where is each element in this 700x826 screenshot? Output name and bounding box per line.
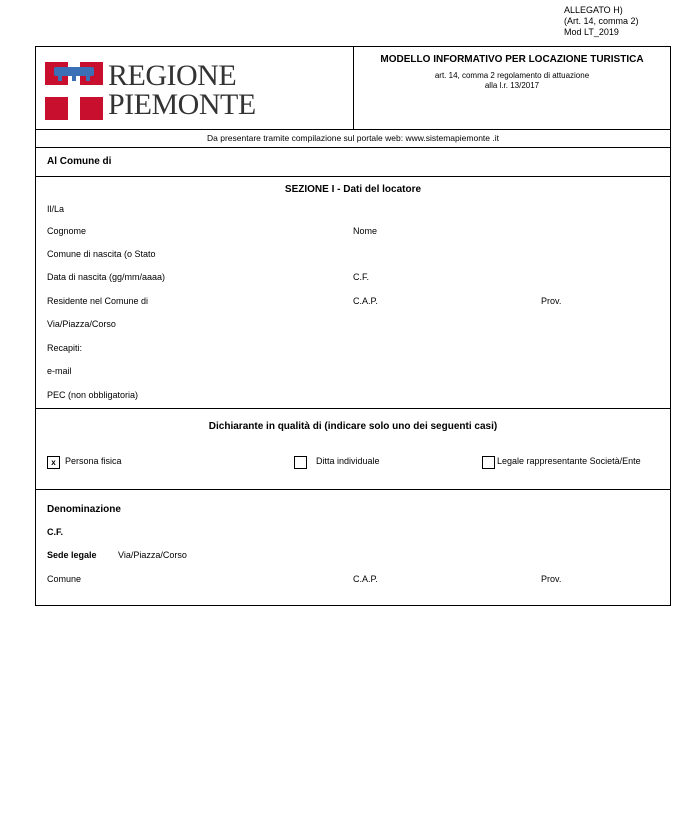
company-prov-label: Prov. <box>541 574 562 584</box>
denominazione-label: Denominazione <box>47 504 121 515</box>
divider <box>36 129 670 130</box>
nome-label: Nome <box>353 226 378 236</box>
legale-rappresentante-checkbox[interactable] <box>482 456 495 469</box>
legale-rappresentante-label: Legale rappresentante Società/Ente <box>497 456 641 466</box>
divider <box>36 176 670 177</box>
article-reference: (Art. 14, comma 2) <box>564 16 639 26</box>
email-label: e-mail <box>47 366 72 376</box>
cf-label: C.F. <box>353 272 370 282</box>
regione-piemonte-logo <box>44 59 256 121</box>
cap-label: C.A.P. <box>353 296 378 306</box>
prov-label: Prov. <box>541 296 562 306</box>
divider <box>36 408 670 409</box>
company-comune-label: Comune <box>47 574 82 584</box>
ditta-individuale-label: Ditta individuale <box>316 456 380 466</box>
form-title: MODELLO INFORMATIVO PER LOCAZIONE TURISTICA <box>380 54 644 65</box>
sede-legale-label: Sede legale <box>47 550 97 560</box>
pec-label: PEC (non obbligatoria) <box>47 390 139 400</box>
persona-fisica-checkbox[interactable]: x <box>47 456 60 469</box>
divider <box>36 489 670 490</box>
residente-label: Residente nel Comune di <box>47 296 149 306</box>
persona-fisica-label: Persona fisica <box>65 456 122 466</box>
comune-label: Al Comune di <box>47 156 112 167</box>
model-code: Mod LT_2019 <box>564 27 619 37</box>
attachment-label: ALLEGATO H) <box>564 5 623 15</box>
cognome-label: Cognome <box>47 226 87 236</box>
recapiti-label: Recapiti: <box>47 343 83 353</box>
declarant-title: Dichiarante in qualità di (indicare solo uno dei seguenti casi) <box>208 421 498 432</box>
form-subtitle-line1: art. 14, comma 2 regolamento di attuazione <box>434 71 590 80</box>
comune-nascita-label: Comune di nascita (o Stato <box>47 249 156 259</box>
ditta-individuale-checkbox[interactable] <box>294 456 307 469</box>
section1-title: SEZIONE I - Dati del locatore <box>284 184 422 195</box>
logo-text-regione: REGIONE <box>108 59 237 92</box>
company-cap-label: C.A.P. <box>353 574 378 584</box>
form-container <box>35 46 671 606</box>
il-la-label: Il/La <box>47 204 65 214</box>
piemonte-shield-icon <box>44 61 104 121</box>
portal-note: Da presentare tramite compilazione sul portale web: www.sistemapiemonte .it <box>207 133 499 143</box>
divider <box>36 147 670 148</box>
form-subtitle-line2: alla l.r. 13/2017 <box>484 81 540 90</box>
logo-text-piemonte: PIEMONTE <box>108 88 256 121</box>
via-label: Via/Piazza/Corso <box>47 319 116 329</box>
company-cf-label: C.F. <box>47 527 64 537</box>
data-nascita-label: Data di nascita (gg/mm/aaaa) <box>47 272 166 282</box>
company-via-label: Via/Piazza/Corso <box>118 550 187 560</box>
attachment-reference <box>564 5 639 38</box>
